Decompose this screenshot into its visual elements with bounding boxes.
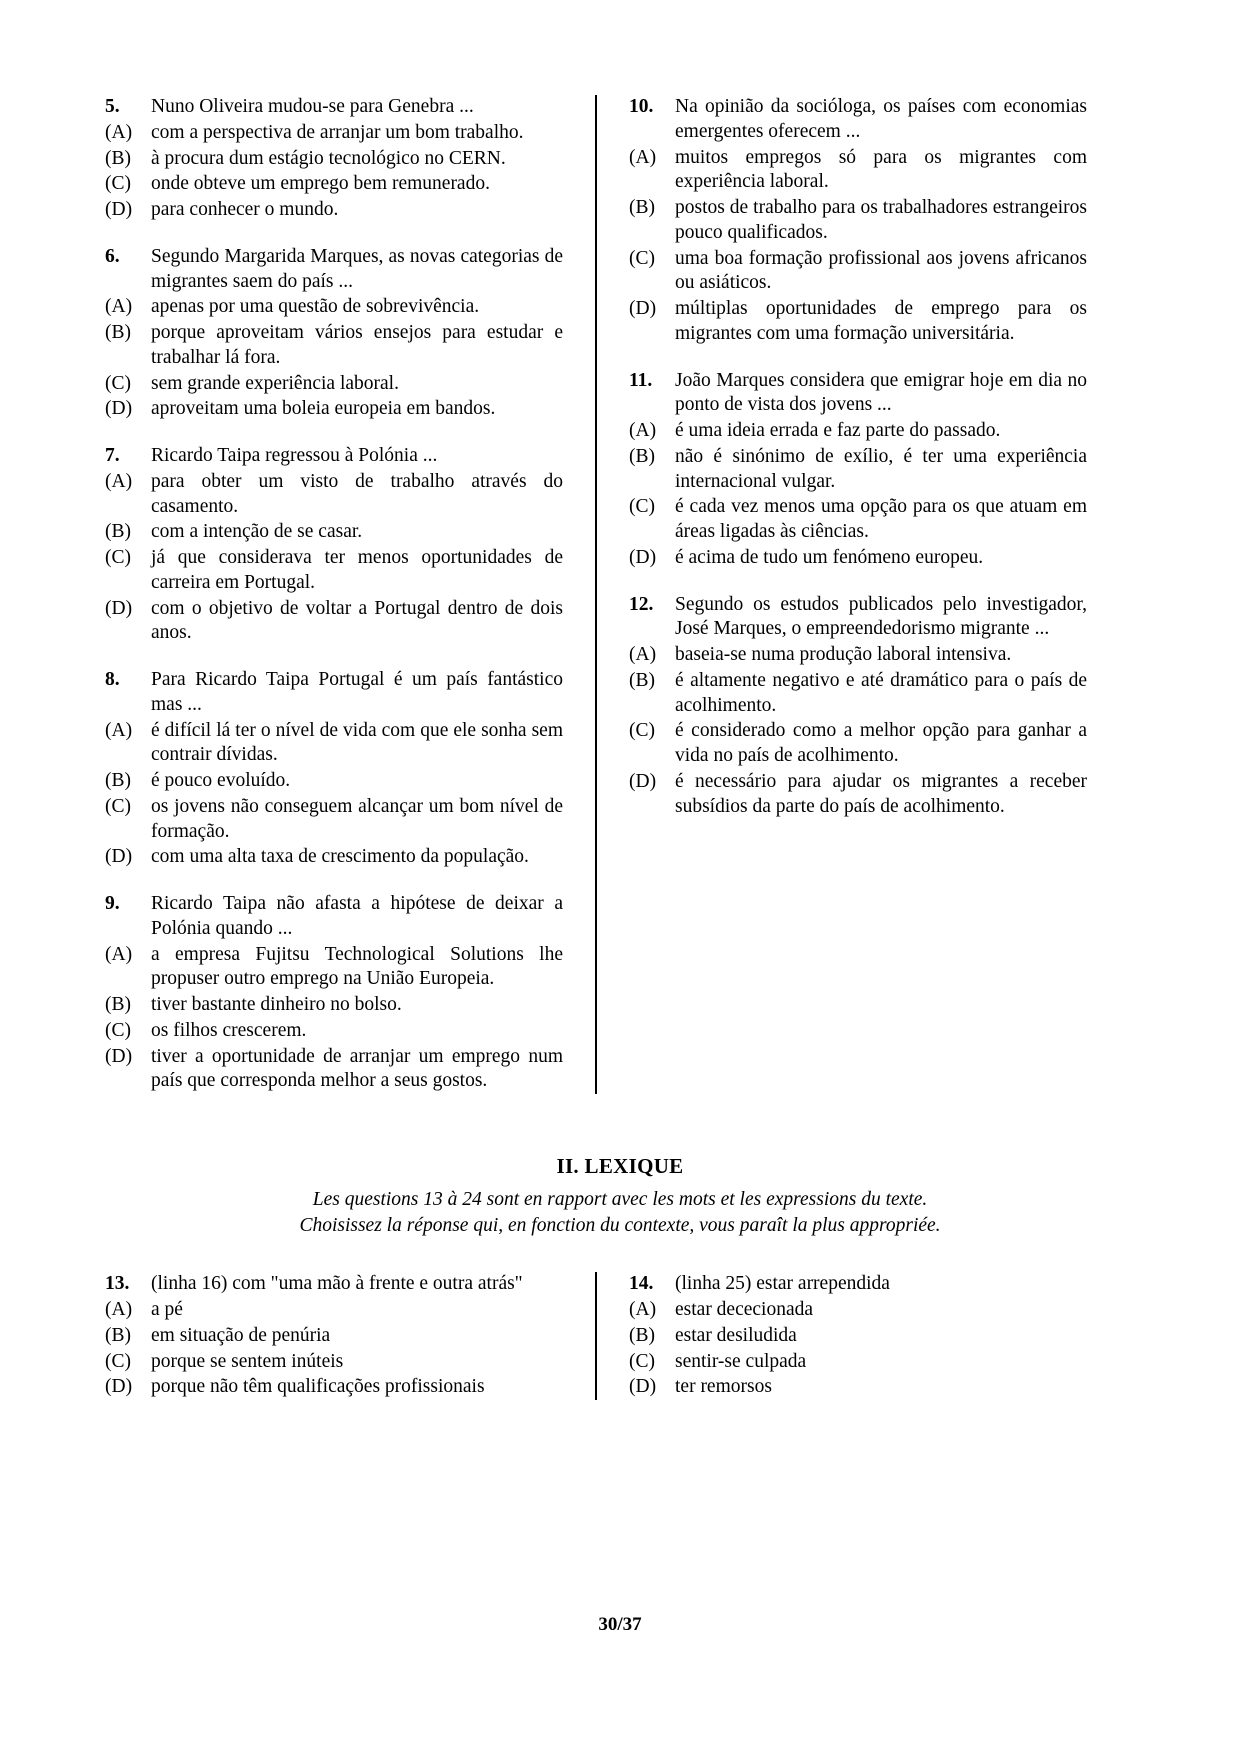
option-label: (B) xyxy=(105,521,131,543)
question-stem xyxy=(105,95,563,120)
option-text: estar dececionada xyxy=(675,1299,814,1321)
option-label: (B) xyxy=(105,322,131,343)
questions-columns xyxy=(105,95,1135,1094)
answer-option[interactable] xyxy=(629,770,1087,820)
option-label: (A) xyxy=(629,1299,657,1321)
question-block xyxy=(105,95,563,223)
answer-option[interactable] xyxy=(105,1298,563,1323)
question-text: Nuno Oliveira mudou-se para Genebra ... xyxy=(151,96,474,117)
option-text: postos de trabalho para os trabalhadores estrangeiros pouco qualificados. xyxy=(675,197,1087,243)
option-label: (C) xyxy=(629,496,655,518)
option-label: (D) xyxy=(105,398,133,420)
answer-option[interactable] xyxy=(105,121,563,146)
question-number: 11. xyxy=(629,369,653,391)
option-label: (B) xyxy=(105,994,131,1015)
answer-option[interactable] xyxy=(105,1324,563,1349)
section-header xyxy=(105,1154,1135,1238)
answer-option[interactable] xyxy=(105,1375,563,1400)
question-block xyxy=(105,444,563,646)
option-label: (A) xyxy=(105,121,133,143)
question-number: 6. xyxy=(105,245,120,267)
option-label: (C) xyxy=(105,795,131,817)
option-text: a pé xyxy=(151,1299,183,1321)
question-stem xyxy=(105,668,563,718)
option-label: (A) xyxy=(629,420,657,441)
question-text: Para Ricardo Taipa Portugal é um país fantástico mas ... xyxy=(151,669,563,715)
option-text: já que considerava ter menos oportunidades de carreira em Portugal. xyxy=(151,547,563,593)
page-number: 30/37 xyxy=(598,1614,642,1635)
option-text: é acima de tudo um fenómeno europeu. xyxy=(675,546,984,568)
question-number: 14. xyxy=(629,1273,654,1295)
question-number: 8. xyxy=(105,669,120,690)
option-text: com o objetivo de voltar a Portugal dentro de dois anos. xyxy=(151,597,563,644)
option-label: (D) xyxy=(105,597,133,619)
question-stem xyxy=(105,892,563,942)
answer-option[interactable] xyxy=(105,597,563,647)
answer-option[interactable] xyxy=(629,146,1087,196)
answer-option[interactable] xyxy=(105,1045,563,1095)
answer-option[interactable] xyxy=(629,1324,1087,1349)
option-label: (B) xyxy=(105,147,131,169)
option-text: baseia-se numa produção laboral intensiva. xyxy=(675,644,1012,665)
option-text: sentir-se culpada xyxy=(675,1350,807,1372)
answer-option[interactable] xyxy=(629,643,1087,668)
option-text: porque aproveitam vários ensejos para estudar e trabalhar lá fora. xyxy=(151,322,563,368)
answer-option[interactable] xyxy=(629,669,1087,719)
option-label: (D) xyxy=(105,1376,133,1398)
option-text: ter remorsos xyxy=(675,1376,772,1398)
question-text: (linha 16) com "uma mão à frente e outra atrás" xyxy=(151,1273,523,1295)
option-label: (A) xyxy=(105,1299,133,1321)
option-label: (C) xyxy=(629,247,655,269)
option-label: (B) xyxy=(629,197,655,218)
section-instruction-line-1: Les questions 13 à 24 sont en rapport avec les mots et les expressions du texte. xyxy=(312,1189,928,1210)
question-text: Ricardo Taipa regressou à Polónia ... xyxy=(151,445,438,466)
option-text: com a intenção de se casar. xyxy=(151,521,363,543)
question-text: João Marques considera que emigrar hoje em dia no ponto de vista dos jovens ... xyxy=(675,369,1087,416)
option-label: (B) xyxy=(105,1324,131,1346)
question-block xyxy=(105,668,563,870)
option-label: (A) xyxy=(629,146,657,168)
question-text: Segundo Margarida Marques, as novas categorias de migrantes saem do país ... xyxy=(151,245,563,292)
option-label: (A) xyxy=(105,719,133,741)
questions-column-left xyxy=(105,95,585,1094)
section-instruction-line-2: Choisissez la réponse qui, en fonction du contexte, vous paraît la plus appropriée. xyxy=(299,1214,941,1236)
option-text: os jovens não conseguem alcançar um bom nível de formação. xyxy=(151,795,563,842)
option-label: (D) xyxy=(105,846,133,868)
question-block xyxy=(629,593,1087,820)
answer-option[interactable] xyxy=(105,520,563,545)
option-text: é difícil lá ter o nível de vida com que ele sonha sem contrair dívidas. xyxy=(151,719,563,766)
question-stem xyxy=(629,1272,1087,1297)
answer-option[interactable] xyxy=(629,719,1087,769)
question-number: 5. xyxy=(105,96,120,117)
question-stem xyxy=(629,95,1087,145)
answer-option[interactable] xyxy=(629,247,1087,297)
question-text: Segundo os estudos publicados pelo investigador, José Marques, o empreendedorismo migrante ... xyxy=(675,593,1087,640)
question-block xyxy=(105,892,563,1094)
option-text: é necessário para ajudar os migrantes a receber subsídios da parte do país de acolhimento. xyxy=(675,770,1087,817)
option-text: é altamente negativo e até dramático para o país de acolhimento. xyxy=(675,669,1087,716)
column-divider xyxy=(595,1272,597,1400)
option-text: os filhos crescerem. xyxy=(151,1019,307,1041)
section-title: II. LEXIQUE xyxy=(556,1154,684,1178)
column-divider xyxy=(595,95,597,1094)
answer-option[interactable] xyxy=(105,719,563,769)
answer-option[interactable] xyxy=(629,546,1087,571)
question-block xyxy=(105,245,563,422)
option-label: (C) xyxy=(105,1350,131,1372)
option-label: (D) xyxy=(629,770,657,792)
option-text: é cada vez menos uma opção para os que atuam em áreas ligadas às ciências. xyxy=(675,496,1087,542)
option-text: à procura dum estágio tecnológico no CERN. xyxy=(151,147,506,169)
option-text: para obter um visto de trabalho através do casamento. xyxy=(151,470,563,517)
option-label: (A) xyxy=(629,644,657,665)
option-label: (A) xyxy=(105,943,133,965)
option-text: sem grande experiência laboral. xyxy=(151,372,399,394)
answer-option[interactable] xyxy=(105,1350,563,1375)
question-number: 7. xyxy=(105,445,120,466)
answer-option[interactable] xyxy=(105,993,563,1018)
answer-option[interactable] xyxy=(105,845,563,870)
answer-option[interactable] xyxy=(105,321,563,371)
option-label: (C) xyxy=(105,547,131,568)
option-label: (D) xyxy=(105,1045,133,1067)
option-text: tiver bastante dinheiro no bolso. xyxy=(151,994,402,1015)
option-text: é considerado como a melhor opção para ganhar a vida no país de acolhimento. xyxy=(675,720,1087,766)
answer-option[interactable] xyxy=(105,1019,563,1044)
option-label: (B) xyxy=(629,1324,655,1346)
question-stem xyxy=(105,444,563,469)
option-label: (C) xyxy=(629,720,655,742)
answer-option[interactable] xyxy=(629,419,1087,444)
option-label: (B) xyxy=(629,445,655,467)
option-text: é uma ideia errada e faz parte do passado. xyxy=(675,420,1001,441)
option-text: múltiplas oportunidades de emprego para os migrantes com uma formação universitária. xyxy=(675,298,1087,344)
option-text: porque não têm qualificações profissionais xyxy=(151,1376,485,1398)
option-text: com uma alta taxa de crescimento da população. xyxy=(151,846,529,868)
lexique-column-right xyxy=(607,1272,1087,1400)
answer-option[interactable] xyxy=(105,795,563,845)
answer-option[interactable] xyxy=(105,372,563,397)
option-text: a empresa Fujitsu Technological Solutions lhe propuser outro emprego na União Europeia. xyxy=(151,943,563,990)
question-stem xyxy=(629,593,1087,643)
question-number: 9. xyxy=(105,893,120,914)
answer-option[interactable] xyxy=(105,546,563,596)
question-stem xyxy=(629,369,1087,419)
option-label: (B) xyxy=(629,669,655,691)
answer-option[interactable] xyxy=(629,297,1087,347)
option-text: estar desiludida xyxy=(675,1324,797,1346)
answer-option[interactable] xyxy=(629,1298,1087,1323)
question-number: 12. xyxy=(629,593,654,615)
option-text: onde obteve um emprego bem remunerado. xyxy=(151,173,490,195)
question-number: 10. xyxy=(629,96,654,117)
option-text: para conhecer o mundo. xyxy=(151,199,339,220)
option-text: porque se sentem inúteis xyxy=(151,1350,344,1372)
answer-option[interactable] xyxy=(629,1350,1087,1375)
question-stem xyxy=(105,245,563,295)
question-text: Ricardo Taipa não afasta a hipótese de deixar a Polónia quando ... xyxy=(151,893,563,939)
option-label: (A) xyxy=(105,470,133,492)
option-text: tiver a oportunidade de arranjar um emprego num país que corresponda melhor a seus gostos. xyxy=(151,1045,563,1092)
option-label: (A) xyxy=(105,296,133,318)
answer-option[interactable] xyxy=(105,147,563,172)
question-block xyxy=(629,369,1087,571)
lexique-column-left xyxy=(105,1272,585,1400)
option-label: (D) xyxy=(105,199,133,220)
answer-option[interactable] xyxy=(629,1375,1087,1400)
option-label: (D) xyxy=(629,1376,657,1398)
option-label: (C) xyxy=(629,1350,655,1372)
question-number: 13. xyxy=(105,1273,130,1295)
option-text: com a perspectiva de arranjar um bom trabalho. xyxy=(151,121,524,143)
answer-option[interactable] xyxy=(105,172,563,197)
question-block xyxy=(629,1272,1087,1400)
answer-option[interactable] xyxy=(105,198,563,223)
option-label: (D) xyxy=(629,546,657,568)
option-text: muitos empregos só para os migrantes com experiência laboral. xyxy=(675,146,1087,193)
answer-option[interactable] xyxy=(629,196,1087,246)
answer-option[interactable] xyxy=(105,295,563,320)
lexique-columns xyxy=(105,1272,1135,1400)
answer-option[interactable] xyxy=(105,769,563,794)
question-block xyxy=(629,95,1087,347)
answer-option[interactable] xyxy=(105,397,563,422)
question-text: Na opinião da socióloga, os países com economias emergentes oferecem ... xyxy=(675,96,1087,142)
option-label: (D) xyxy=(629,298,657,319)
option-text: é pouco evoluído. xyxy=(151,770,291,791)
answer-option[interactable] xyxy=(629,445,1087,495)
option-text: aproveitam uma boleia europeia em bandos. xyxy=(151,398,496,420)
question-text: (linha 25) estar arrependida xyxy=(675,1273,890,1295)
question-block xyxy=(105,1272,563,1400)
answer-option[interactable] xyxy=(105,943,563,993)
question-stem xyxy=(105,1272,563,1297)
option-text: em situação de penúria xyxy=(151,1324,331,1346)
answer-option[interactable] xyxy=(629,495,1087,545)
option-label: (C) xyxy=(105,1019,131,1041)
option-text: uma boa formação profissional aos jovens africanos ou asiáticos. xyxy=(675,247,1087,294)
option-label: (B) xyxy=(105,770,131,791)
option-label: (C) xyxy=(105,372,131,394)
questions-column-right xyxy=(607,95,1087,1094)
option-text: não é sinónimo de exílio, é ter uma experiência internacional vulgar. xyxy=(675,445,1087,492)
option-label: (C) xyxy=(105,173,131,195)
option-text: apenas por uma questão de sobrevivência. xyxy=(151,296,480,318)
answer-option[interactable] xyxy=(105,470,563,520)
